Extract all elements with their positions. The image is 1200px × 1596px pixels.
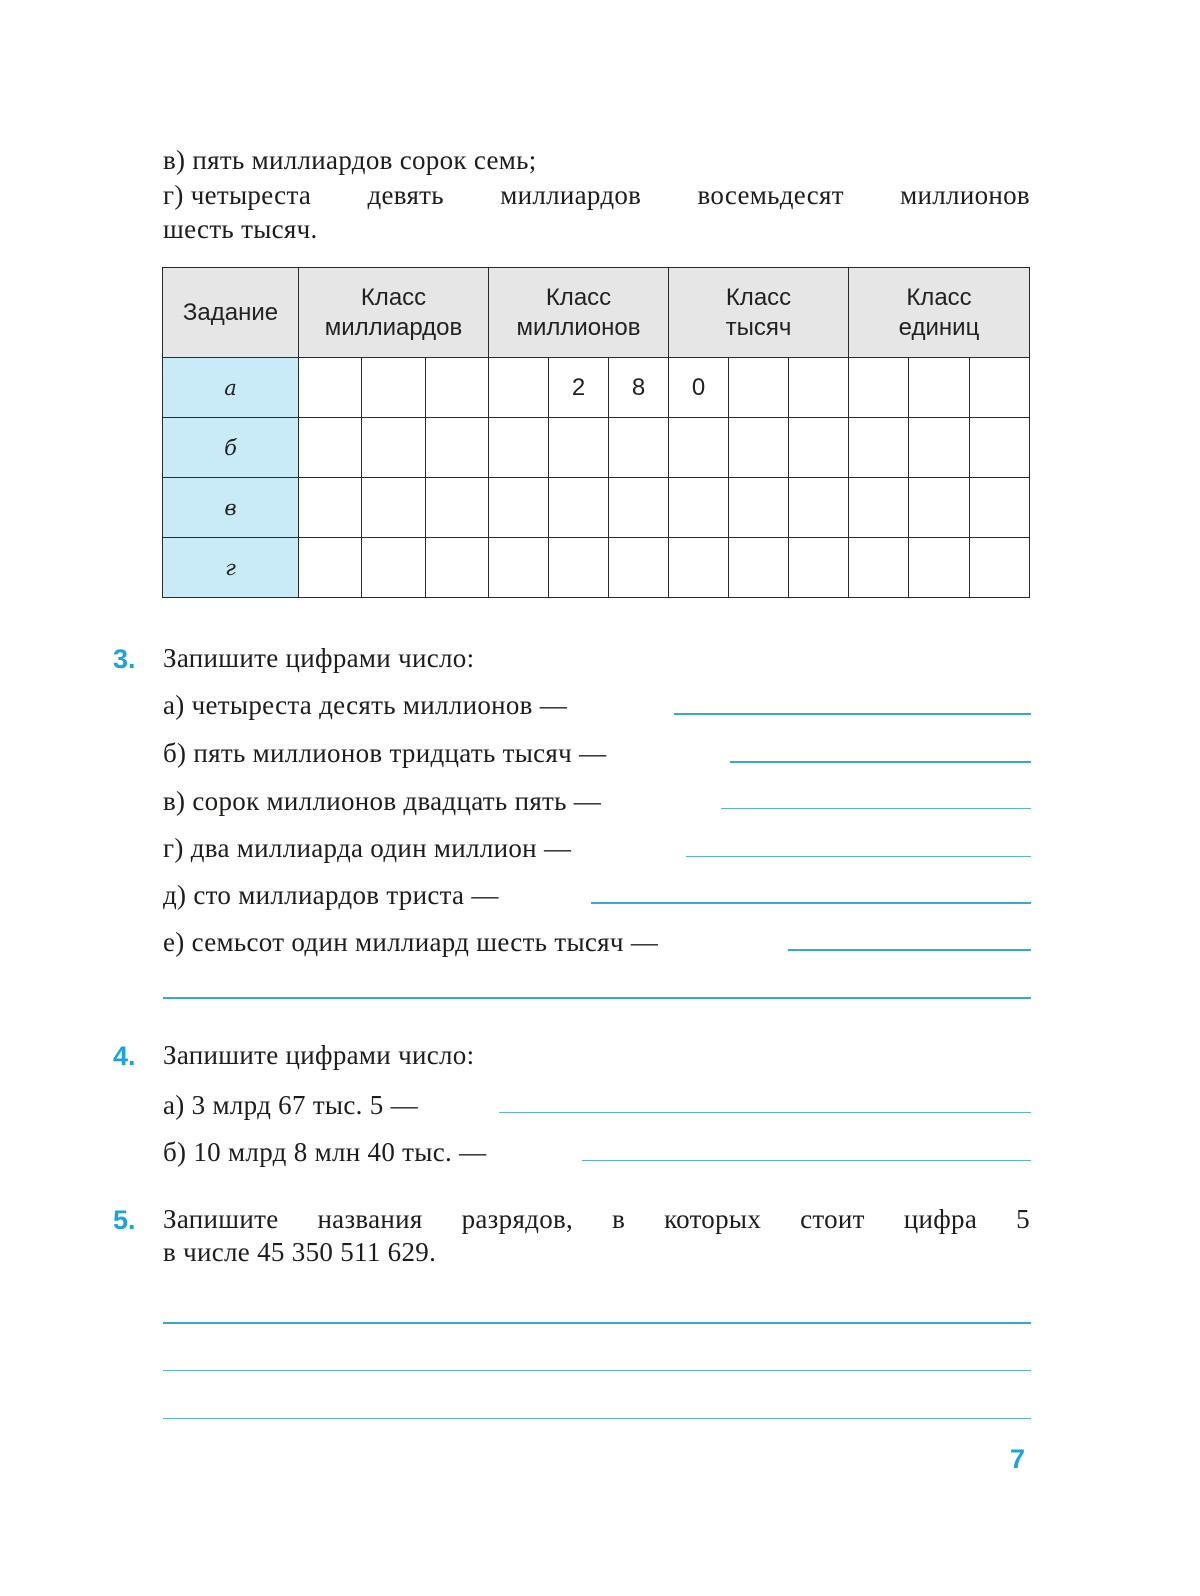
digit-cell[interactable] [909,358,969,418]
word: в [612,1204,626,1234]
digit-cell[interactable] [849,358,909,418]
digit-cell[interactable] [299,538,362,598]
digit-cell[interactable] [669,538,729,598]
digit-cell[interactable] [669,418,729,478]
digit-cell[interactable]: 2 [549,358,609,418]
digit-cell[interactable] [549,478,609,538]
answer-line-5-2[interactable] [163,1370,1031,1371]
digit-cell[interactable] [362,538,425,598]
digit-cell[interactable] [549,538,609,598]
digit-cell[interactable] [729,538,789,598]
digit-cell[interactable] [489,538,549,598]
word: названия [317,1204,423,1234]
exercise5-number: 5. [113,1205,136,1235]
digit-cell[interactable] [669,478,729,538]
digit-cell[interactable] [299,478,362,538]
word: цифра [903,1204,978,1234]
answer-line-5-1[interactable] [163,1322,1031,1324]
answer-line-3g[interactable] [686,856,1031,857]
task-label: в [163,478,299,538]
exercise3-item-d: д) сто миллиардов триста — [163,880,499,910]
answer-line-4b[interactable] [582,1160,1031,1161]
header-billions-class: Класс миллиардов [299,268,489,358]
exercise4-title: Запишите цифрами число: [163,1040,475,1070]
answer-line-3e[interactable] [788,949,1031,951]
table-row [163,478,1030,538]
digit-cell[interactable] [362,418,425,478]
word: миллионов [900,180,1030,210]
word: которых [664,1204,762,1234]
digit-cell[interactable] [729,478,789,538]
answer-line-3v[interactable] [721,808,1031,809]
digit-cell[interactable] [789,358,849,418]
exercise2-item-g-continued: шесть тысяч. [163,214,318,244]
digit-cell[interactable] [729,418,789,478]
digit-cell[interactable] [909,418,969,478]
answer-line-3a[interactable] [674,713,1031,715]
header-thousands-class: Класс тысяч [669,268,849,358]
exercise4-item-a: а) 3 млрд 67 тыс. 5 — [163,1090,418,1120]
exercise2-item-g [163,180,1030,211]
exercise3-item-v: в) сорок миллионов двадцать пять — [163,786,602,816]
task-label: а [163,358,299,418]
digit-cell[interactable] [549,418,609,478]
place-value-table [162,267,1030,598]
digit-cell[interactable] [969,538,1029,598]
word: стоит [800,1204,865,1234]
exercise4-number: 4. [113,1041,136,1071]
digit-cell[interactable] [362,358,425,418]
answer-line-5-3[interactable] [163,1418,1031,1419]
exercise2-item-v: в) пять миллиардов сорок семь; [163,145,537,175]
word: г) четыреста [163,180,312,210]
answer-line-3d[interactable] [591,902,1031,904]
task-label: г [163,538,299,598]
digit-cell[interactable] [849,418,909,478]
digit-cell[interactable] [299,358,362,418]
table-row [163,358,1030,418]
header-units-class: Класс единиц [849,268,1030,358]
digit-cell[interactable] [489,358,549,418]
digit-cell[interactable] [609,478,669,538]
word: 5 [1016,1204,1030,1234]
answer-line-3e-continued[interactable] [163,997,1031,999]
exercise3-title: Запишите цифрами число: [163,643,475,673]
answer-line-4a[interactable] [499,1112,1031,1113]
answer-line-3b[interactable] [730,761,1031,763]
word: восемьдесят [697,180,844,210]
page-number: 7 [1010,1444,1026,1474]
digit-cell[interactable] [849,538,909,598]
digit-cell[interactable]: 8 [609,358,669,418]
digit-cell[interactable] [425,358,488,418]
digit-cell[interactable] [969,478,1029,538]
digit-cell[interactable] [789,418,849,478]
header-task: Задание [163,268,299,358]
exercise3-item-b: б) пять миллионов тридцать тысяч — [163,738,607,768]
exercise5-text-line1 [163,1204,1030,1235]
digit-cell[interactable] [299,418,362,478]
digit-cell[interactable] [789,478,849,538]
digit-cell[interactable] [425,538,488,598]
exercise3-item-a: а) четыреста десять миллионов — [163,690,568,720]
table-row [163,538,1030,598]
digit-cell[interactable] [425,478,488,538]
word: девять [367,180,444,210]
digit-cell[interactable] [362,478,425,538]
digit-cell[interactable] [425,418,488,478]
exercise4-item-b: б) 10 млрд 8 млн 40 тыс. — [163,1137,487,1167]
digit-cell[interactable] [729,358,789,418]
table-header-row [163,268,1030,358]
digit-cell[interactable] [609,538,669,598]
digit-cell[interactable] [969,418,1029,478]
digit-cell[interactable] [969,358,1029,418]
exercise3-item-e: е) семьсот один миллиард шесть тысяч — [163,927,659,957]
word: разрядов, [461,1204,574,1234]
table-row [163,418,1030,478]
exercise5-text-line2: в числе 45 350 511 629. [163,1237,437,1267]
exercise3-item-g: г) два миллиарда один миллион — [163,833,572,863]
header-millions-class: Класс миллионов [489,268,669,358]
digit-cell[interactable] [489,478,549,538]
digit-cell[interactable] [789,538,849,598]
digit-cell[interactable] [609,418,669,478]
digit-cell[interactable] [909,478,969,538]
digit-cell[interactable]: 0 [669,358,729,418]
digit-cell[interactable] [849,478,909,538]
word: миллиардов [500,180,642,210]
word: Запишите [163,1204,279,1234]
digit-cell[interactable] [909,538,969,598]
digit-cell[interactable] [489,418,549,478]
task-label: б [163,418,299,478]
exercise3-number: 3. [113,644,136,674]
